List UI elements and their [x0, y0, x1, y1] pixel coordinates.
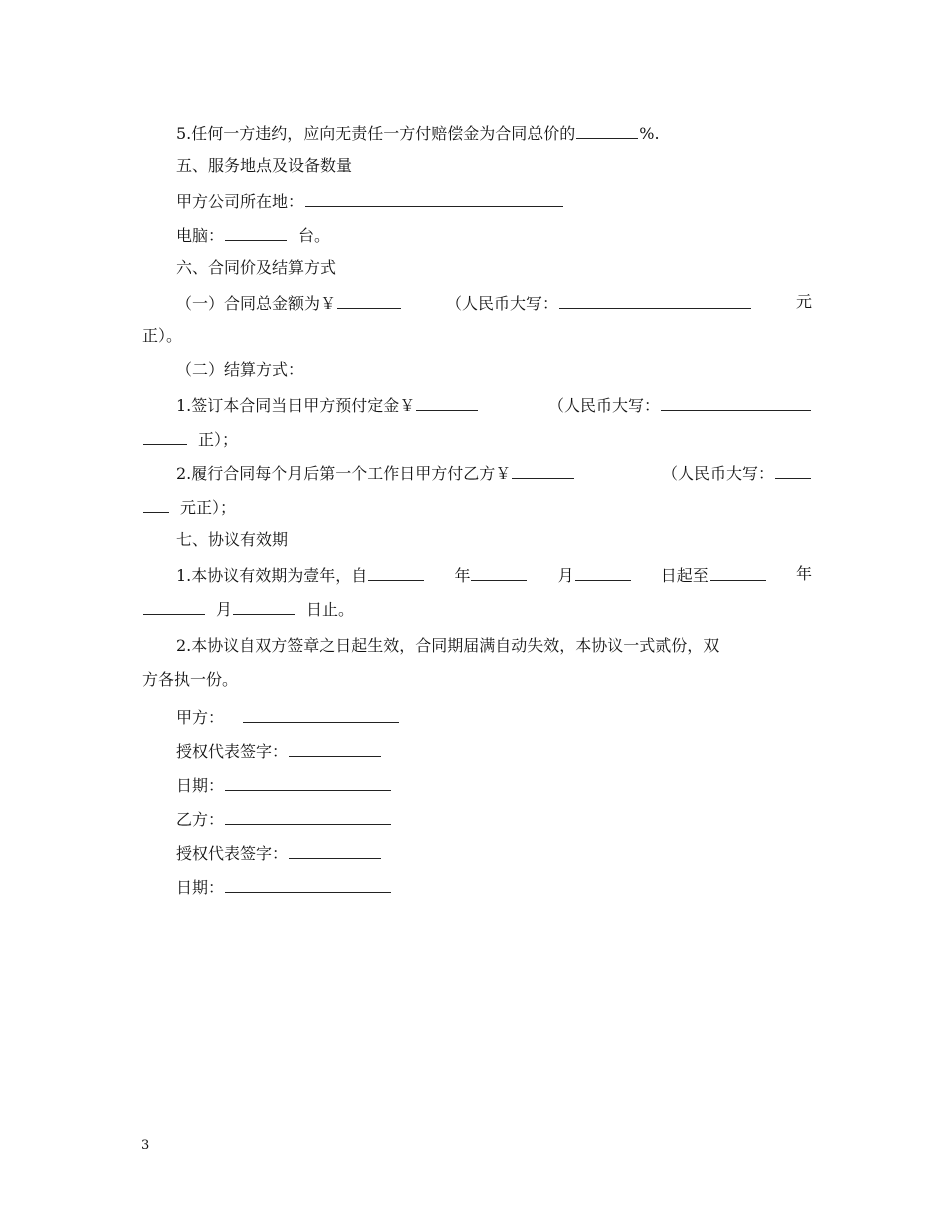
blank-monthly-amount[interactable] [512, 462, 574, 479]
clause-breach-suffix: %. [639, 124, 660, 143]
signature-rep-a: 授权代表签字： [176, 740, 812, 762]
effect-clause-end: 方各执一份。 [142, 670, 239, 689]
heading-section-5: 五、服务地点及设备数量 [176, 156, 353, 175]
address-line [176, 190, 812, 212]
blank-party-b[interactable] [225, 808, 391, 825]
signature-date-a: 日期： [176, 774, 812, 796]
blank-total-words[interactable] [559, 292, 751, 309]
total-amount-words: （人民币大写： [446, 292, 752, 314]
page-number: 3 [141, 1138, 150, 1153]
blank-end-day[interactable] [233, 598, 295, 615]
blank-end-year[interactable] [710, 564, 766, 581]
total-amount-unit: 元 [795, 292, 812, 311]
clause-breach-text: 5.任何一方违约，应向无责任一方付赔偿金为合同总价的 [176, 124, 576, 143]
validity-period-line-end: 月 日止。 [142, 598, 812, 620]
total-amount-line [176, 292, 812, 314]
heading-section-7: 七、协议有效期 [176, 530, 289, 549]
signature-party-b: 乙方： [176, 808, 812, 830]
signature-rep-b: 授权代表签字： [176, 842, 812, 864]
blank-percent[interactable] [576, 122, 638, 139]
blank-start-month[interactable] [471, 564, 527, 581]
deposit-words: （人民币大写： [548, 394, 812, 416]
computer-count-line [176, 224, 812, 246]
computer-label: 电脑： [176, 226, 225, 245]
blank-date-b[interactable] [225, 876, 391, 893]
deposit-line-end: 正）； [142, 428, 812, 450]
deposit-text: 1.签订本合同当日甲方预付定金￥ [176, 394, 479, 416]
effect-clause: 2.本协议自双方签章之日起生效，合同期届满自动失效，本协议一式贰份，双 [176, 636, 720, 655]
clause-breach [176, 122, 812, 144]
monthly-payment-line-end: 元正）； [142, 496, 812, 518]
blank-deposit-words[interactable] [661, 394, 811, 411]
blank-rep-a-signature[interactable] [289, 740, 381, 757]
blank-date-a[interactable] [225, 774, 391, 791]
signature-date-b: 日期： [176, 876, 812, 898]
monthly-words: （人民币大写： [662, 462, 812, 484]
monthly-payment-line [176, 462, 812, 484]
total-amount-line-end: 正）。 [142, 326, 183, 345]
computer-unit: 台。 [298, 226, 331, 245]
blank-address[interactable] [305, 190, 563, 207]
heading-section-6: 六、合同价及结算方式 [176, 258, 337, 277]
blank-party-a[interactable] [243, 706, 399, 723]
total-amount-text: （一）合同总金额为￥ [176, 292, 402, 314]
blank-computer-count[interactable] [225, 224, 287, 241]
blank-deposit-amount[interactable] [416, 394, 478, 411]
blank-rep-b-signature[interactable] [289, 842, 381, 859]
blank-start-day[interactable] [575, 564, 631, 581]
blank-monthly-words[interactable] [775, 462, 811, 479]
signature-party-a: 甲方： [176, 706, 812, 728]
validity-period-line: 1.本协议有效期为壹年，自 年 月 日起至 年 [176, 564, 812, 585]
deposit-line [176, 394, 812, 416]
blank-deposit-words-cont[interactable] [143, 428, 187, 445]
settlement-heading: （二）结算方式： [176, 360, 305, 379]
monthly-text: 2.履行合同每个月后第一个工作日甲方付乙方￥ [176, 462, 575, 484]
blank-end-month[interactable] [143, 598, 205, 615]
blank-start-year[interactable] [368, 564, 424, 581]
blank-total-amount[interactable] [337, 292, 401, 309]
address-label: 甲方公司所在地： [176, 192, 305, 211]
blank-monthly-words-cont[interactable] [143, 496, 169, 513]
